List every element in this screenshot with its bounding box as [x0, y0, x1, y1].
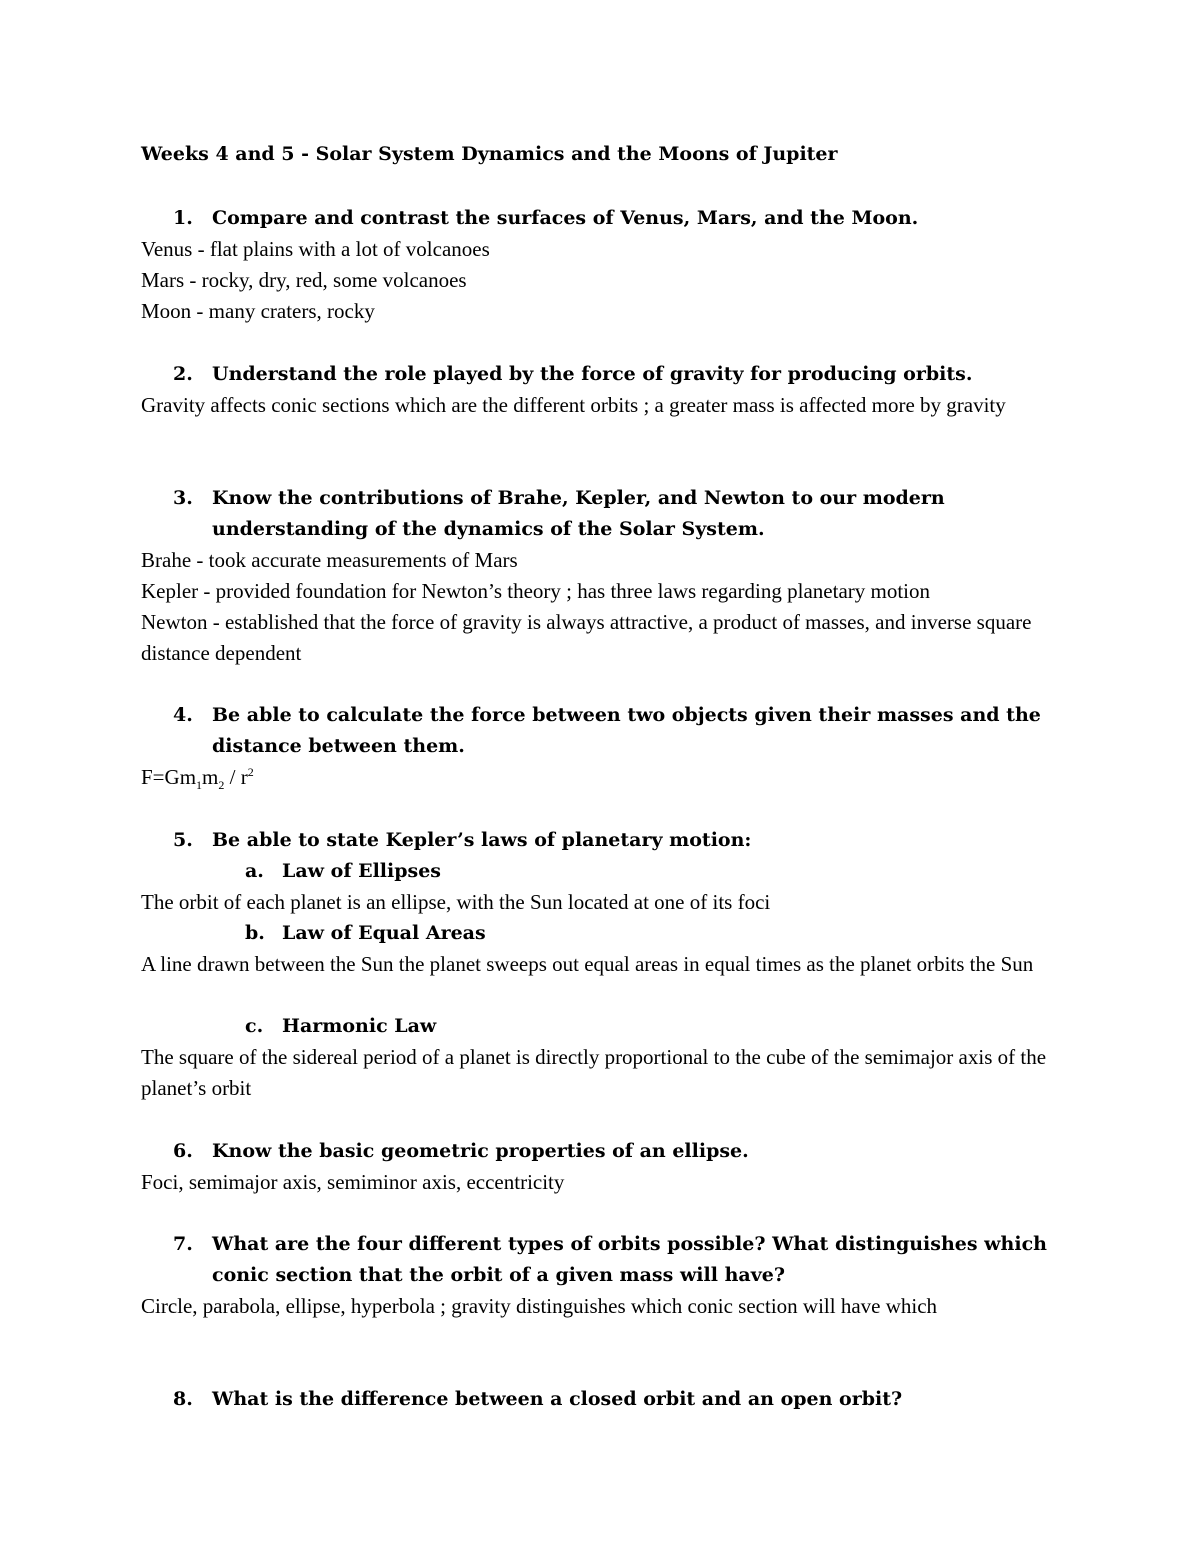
answer-4-formula [141, 762, 1071, 793]
formula-part: m [202, 765, 219, 789]
formula-exponent: 2 [247, 765, 254, 779]
question-7 [141, 1229, 1071, 1291]
question-5b [141, 918, 1071, 949]
question-8 [141, 1384, 1071, 1415]
answer-line: Brahe - took accurate measurements of Mars [141, 548, 518, 572]
answer-6: Foci, semimajor axis, semiminor axis, eccentricity [141, 1170, 565, 1194]
question-3 [141, 483, 1071, 545]
subquestion-text: Law of Ellipses [282, 860, 442, 882]
formula-part: F=Gm [141, 765, 197, 789]
subquestion-letter: b. [245, 922, 265, 944]
formula-subscript: 2 [218, 778, 225, 793]
question-text: Understand the role played by the force of gravity for producing orbits. [212, 363, 973, 385]
subquestion-letter: a. [245, 860, 264, 882]
answer-7: Circle, parabola, ellipse, hyperbola ; gravity distinguishes which conic section will have which [141, 1294, 938, 1318]
formula-subscript: 1 [196, 778, 203, 793]
answer-line: Moon - many craters, rocky [141, 299, 375, 323]
question-text: Compare and contrast the surfaces of Venus, Mars, and the Moon. [212, 207, 919, 229]
answer-5a: The orbit of each planet is an ellipse, with the Sun located at one of its foci [141, 890, 771, 914]
answer-1 [141, 234, 1071, 327]
question-number: 1. [173, 207, 193, 229]
answer-line: Mars - rocky, dry, red, some volcanoes [141, 268, 467, 292]
question-text: Be able to state Kepler’s laws of planetary motion: [212, 829, 752, 851]
answer-2: Gravity affects conic sections which are the different orbits ; a greater mass is affected more by gravity [141, 393, 1006, 417]
question-text: Know the basic geometric properties of an ellipse. [212, 1140, 749, 1162]
question-text: Know the contributions of Brahe, Kepler, and Newton to our modern understanding of the dynamics of the Solar System. [212, 487, 945, 540]
question-text: What is the difference between a closed orbit and an open orbit? [212, 1388, 903, 1410]
question-number: 4. [173, 704, 193, 726]
question-4 [141, 700, 1071, 762]
question-number: 6. [173, 1140, 193, 1162]
page-title: Weeks 4 and 5 - Solar System Dynamics and the Moons of Jupiter [141, 143, 838, 165]
answer-line: Kepler - provided foundation for Newton’s theory ; has three laws regarding planetary motion [141, 579, 931, 603]
question-1 [141, 203, 1071, 234]
question-number: 5. [173, 829, 193, 851]
question-5a [141, 856, 1071, 887]
question-text: What are the four different types of orbits possible? What distinguishes which conic section that the orbit of a given mass will have? [212, 1233, 1047, 1286]
question-number: 2. [173, 363, 193, 385]
question-number: 3. [173, 487, 193, 509]
question-6 [141, 1136, 1071, 1167]
question-5 [141, 825, 1071, 856]
answer-line: Venus - flat plains with a lot of volcanoes [141, 237, 490, 261]
subquestion-text: Harmonic Law [282, 1015, 437, 1037]
formula-part: / r [224, 765, 248, 789]
subquestion-letter: c. [245, 1015, 264, 1037]
answer-3 [141, 545, 1071, 669]
question-number: 8. [173, 1388, 193, 1410]
question-number: 7. [173, 1233, 193, 1255]
answer-5c: The square of the sidereal period of a planet is directly proportional to the cube of the semimajor axis of the planet’s orbit [141, 1045, 1047, 1100]
answer-5b: A line drawn between the Sun the planet sweeps out equal areas in equal times as the planet orbits the Sun [141, 952, 1034, 976]
question-5c [141, 1011, 1071, 1042]
question-text: Be able to calculate the force between two objects given their masses and the distance between them. [212, 704, 1041, 757]
subquestion-text: Law of Equal Areas [282, 922, 486, 944]
question-2 [141, 359, 1071, 390]
answer-line: Newton - established that the force of gravity is always attractive, a product of masses, and inverse square distance dependent [141, 610, 1032, 665]
